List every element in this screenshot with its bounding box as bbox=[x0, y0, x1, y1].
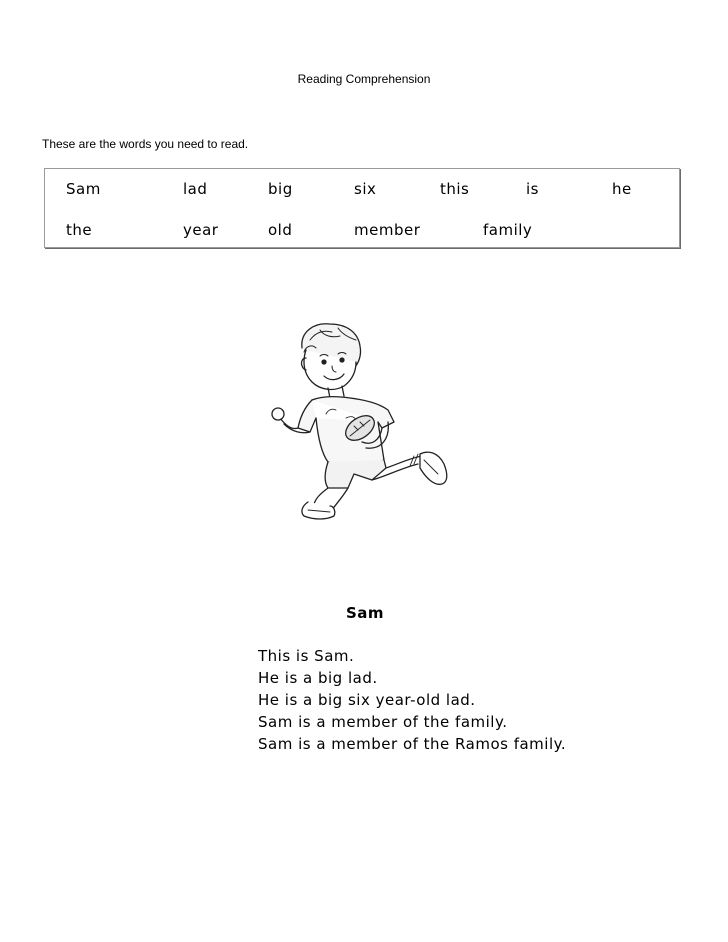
instructions-text: These are the words you need to read. bbox=[42, 137, 249, 151]
story-title: Sam bbox=[346, 604, 385, 622]
word-item: is bbox=[526, 180, 539, 198]
word-list-box bbox=[44, 168, 680, 248]
word-item: lad bbox=[183, 180, 208, 198]
running-boy-illustration bbox=[262, 318, 472, 528]
story-line: Sam is a member of the Ramos family. bbox=[258, 735, 567, 753]
story-line: Sam is a member of the family. bbox=[258, 713, 508, 731]
word-item: Sam bbox=[66, 180, 101, 198]
word-item: the bbox=[66, 221, 93, 239]
word-item: he bbox=[612, 180, 632, 198]
word-item: old bbox=[268, 221, 293, 239]
story-line: He is a big lad. bbox=[258, 669, 378, 687]
word-item: six bbox=[354, 180, 377, 198]
page-title: Reading Comprehension bbox=[297, 72, 431, 86]
story-line: He is a big six year-old lad. bbox=[258, 691, 476, 709]
word-item: big bbox=[268, 180, 293, 198]
story-text bbox=[258, 645, 566, 755]
word-item: member bbox=[354, 221, 421, 239]
word-item: family bbox=[483, 221, 533, 239]
word-item: this bbox=[440, 180, 470, 198]
word-item: year bbox=[183, 221, 219, 239]
running-boy-with-football-icon bbox=[262, 318, 472, 528]
story-line: This is Sam. bbox=[258, 647, 355, 665]
